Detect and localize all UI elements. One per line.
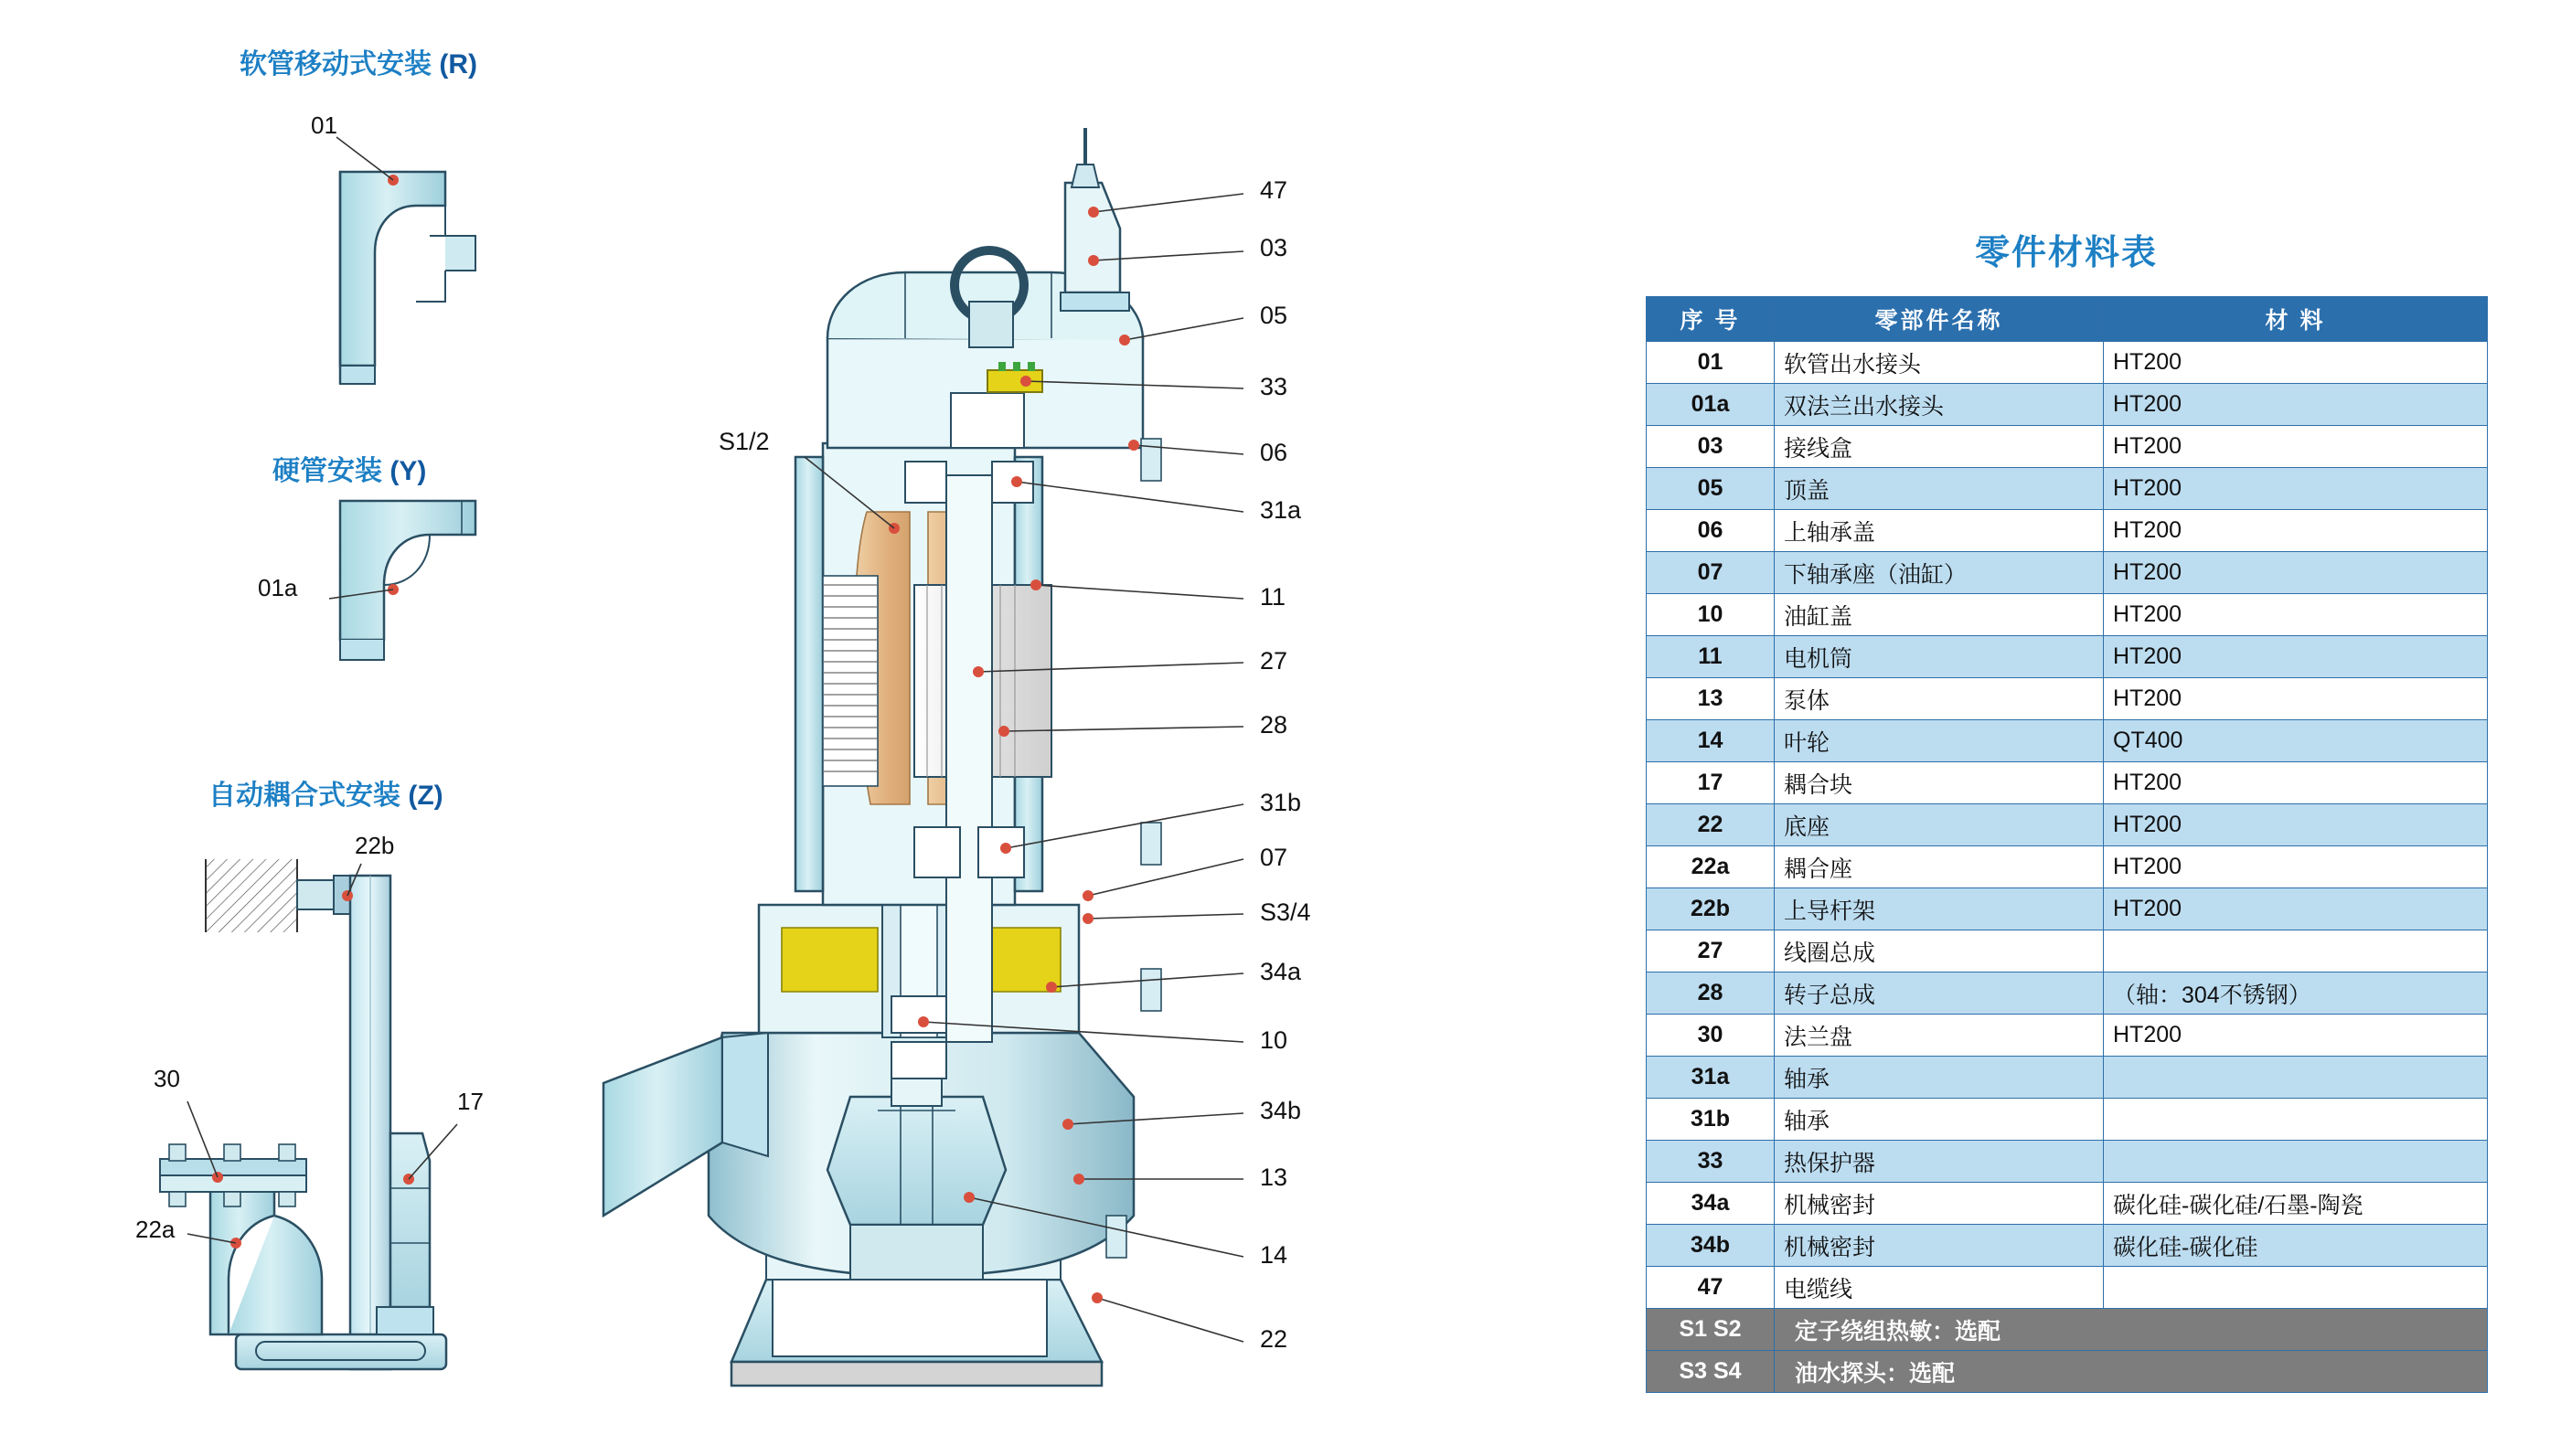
table-row	[1647, 846, 2488, 888]
cell-part-name: 软管出水接头	[1775, 342, 2104, 384]
cell-material: HT200	[2104, 510, 2488, 552]
cell-material: HT200	[2104, 1015, 2488, 1057]
table-row	[1647, 1225, 2488, 1267]
variant-title-r-suffix: (R)	[439, 49, 477, 80]
cell-part-name: 机械密封	[1775, 1225, 2104, 1267]
variant-z-drawing	[160, 859, 457, 1369]
table-row	[1647, 510, 2488, 552]
callout-30: 30	[154, 1065, 180, 1092]
cell-part-name: 线圈总成	[1775, 930, 2104, 972]
variant-title-y-text: 硬管安装	[272, 456, 382, 486]
cell-material: QT400	[2104, 720, 2488, 762]
cell-option-no: S3 S4	[1647, 1351, 1775, 1393]
cell-part-name: 耦合块	[1775, 762, 2104, 804]
cell-no: 05	[1647, 468, 1775, 510]
cell-no: 07	[1647, 552, 1775, 594]
table-row	[1647, 1183, 2488, 1225]
cell-no: 22a	[1647, 846, 1775, 888]
callout-s3-4: S3/4	[1260, 898, 1311, 926]
cell-no: 34a	[1647, 1183, 1775, 1225]
cell-option-name: 油水探头：选配	[1775, 1351, 2488, 1393]
table-row	[1647, 930, 2488, 972]
callout-22a: 22a	[135, 1216, 176, 1243]
cell-no: 30	[1647, 1015, 1775, 1057]
header-no: 序 号	[1647, 297, 1775, 342]
cell-no: 03	[1647, 426, 1775, 468]
cell-part-name: 油缸盖	[1775, 594, 2104, 636]
table-row	[1647, 552, 2488, 594]
callout-14: 14	[1260, 1241, 1288, 1269]
cell-no: 01	[1647, 342, 1775, 384]
cell-part-name: 轴承	[1775, 1057, 2104, 1099]
table-row	[1647, 594, 2488, 636]
callout-28: 28	[1260, 711, 1288, 739]
parts-table-title: 零件材料表	[1974, 234, 2158, 272]
cell-part-name: 顶盖	[1775, 468, 2104, 510]
cell-material: HT200	[2104, 342, 2488, 384]
variant-y-drawing	[329, 501, 475, 660]
cell-no: 34b	[1647, 1225, 1775, 1267]
callout-31a: 31a	[1260, 496, 1302, 524]
table-option-row	[1647, 1309, 2488, 1351]
cell-part-name: 接线盒	[1775, 426, 2104, 468]
parts-table-panel	[1646, 224, 2487, 1393]
cell-part-name: 机械密封	[1775, 1183, 2104, 1225]
table-option-row	[1647, 1351, 2488, 1393]
table-row	[1647, 1267, 2488, 1309]
callout-s1-2: S1/2	[719, 428, 770, 455]
cell-no: 10	[1647, 594, 1775, 636]
table-row	[1647, 342, 2488, 384]
cell-part-name: 耦合座	[1775, 846, 2104, 888]
table-row	[1647, 636, 2488, 678]
cell-no: 33	[1647, 1141, 1775, 1183]
cell-part-name: 法兰盘	[1775, 1015, 2104, 1057]
cell-no: 01a	[1647, 384, 1775, 426]
callout-07: 07	[1260, 844, 1288, 871]
callout-47: 47	[1260, 176, 1288, 204]
cell-material: HT200	[2104, 804, 2488, 846]
cell-part-name: 轴承	[1775, 1099, 2104, 1141]
cell-no: 27	[1647, 930, 1775, 972]
cell-material: HT200	[2104, 468, 2488, 510]
cell-material	[2104, 930, 2488, 972]
cell-no: 47	[1647, 1267, 1775, 1309]
cell-material	[2104, 1057, 2488, 1099]
callout-06: 06	[1260, 439, 1288, 466]
cell-no: 11	[1647, 636, 1775, 678]
table-row	[1647, 384, 2488, 426]
table-row	[1647, 972, 2488, 1015]
callout-11: 11	[1260, 583, 1286, 611]
cell-material: HT200	[2104, 426, 2488, 468]
cell-material: 碳化硅-碳化硅	[2104, 1225, 2488, 1267]
cell-option-no: S1 S2	[1647, 1309, 1775, 1351]
variant-title-z-text: 自动耦合式安装	[208, 781, 400, 811]
cell-material: HT200	[2104, 846, 2488, 888]
callout-34b: 34b	[1260, 1097, 1302, 1124]
table-header-row	[1647, 297, 2488, 342]
cell-material: HT200	[2104, 552, 2488, 594]
cell-option-name: 定子绕组热敏：选配	[1775, 1309, 2488, 1351]
table-row	[1647, 1141, 2488, 1183]
cell-part-name: 上轴承盖	[1775, 510, 2104, 552]
cell-material	[2104, 1141, 2488, 1183]
cell-no: 22b	[1647, 888, 1775, 930]
callout-27: 27	[1260, 647, 1288, 675]
table-row	[1647, 1057, 2488, 1099]
cell-material: HT200	[2104, 762, 2488, 804]
cell-material: HT200	[2104, 636, 2488, 678]
cell-part-name: 双法兰出水接头	[1775, 384, 2104, 426]
table-row	[1647, 888, 2488, 930]
cell-part-name: 转子总成	[1775, 972, 2104, 1015]
variant-r-drawing	[336, 137, 475, 384]
table-row	[1647, 804, 2488, 846]
cell-part-name: 泵体	[1775, 678, 2104, 720]
callout-33: 33	[1260, 373, 1288, 400]
cell-material: （轴：304不锈钢）	[2104, 972, 2488, 1015]
cell-part-name: 底座	[1775, 804, 2104, 846]
cell-no: 13	[1647, 678, 1775, 720]
cell-part-name: 热保护器	[1775, 1141, 2104, 1183]
header-name: 零部件名称	[1775, 297, 2104, 342]
callout-17: 17	[457, 1088, 484, 1115]
variant-title-r-text: 软管移动式安装	[240, 49, 432, 80]
cell-part-name: 上导杆架	[1775, 888, 2104, 930]
cell-no: 22	[1647, 804, 1775, 846]
callout-10: 10	[1260, 1026, 1288, 1054]
callout-34a: 34a	[1260, 958, 1302, 985]
cell-part-name: 叶轮	[1775, 720, 2104, 762]
cell-part-name: 下轴承座（油缸）	[1775, 552, 2104, 594]
table-row	[1647, 720, 2488, 762]
callout-05: 05	[1260, 302, 1288, 329]
cell-material: HT200	[2104, 384, 2488, 426]
main-pump-drawing	[603, 128, 1243, 1386]
cell-part-name: 电机筒	[1775, 636, 2104, 678]
cell-no: 31a	[1647, 1057, 1775, 1099]
cell-material: HT200	[2104, 888, 2488, 930]
cell-no: 14	[1647, 720, 1775, 762]
callout-03: 03	[1260, 234, 1288, 261]
table-row	[1647, 426, 2488, 468]
cell-material	[2104, 1099, 2488, 1141]
callout-13: 13	[1260, 1164, 1288, 1191]
callout-01a: 01a	[258, 574, 298, 601]
cell-material: HT200	[2104, 678, 2488, 720]
callout-31b: 31b	[1260, 789, 1302, 816]
header-material: 材 料	[2104, 297, 2488, 342]
table-row	[1647, 468, 2488, 510]
table-row	[1647, 762, 2488, 804]
callout-22: 22	[1260, 1325, 1288, 1353]
callout-01: 01	[311, 112, 337, 139]
cell-material	[2104, 1267, 2488, 1309]
table-row	[1647, 1015, 2488, 1057]
variant-title-z-suffix: (Z)	[408, 781, 443, 811]
cell-no: 17	[1647, 762, 1775, 804]
cell-no: 31b	[1647, 1099, 1775, 1141]
parts-table	[1646, 296, 2488, 1393]
callout-22b: 22b	[355, 832, 395, 859]
table-row	[1647, 1099, 2488, 1141]
variant-title-y-suffix: (Y)	[389, 456, 427, 486]
cell-material: 碳化硅-碳化硅/石墨-陶瓷	[2104, 1183, 2488, 1225]
cell-part-name: 电缆线	[1775, 1267, 2104, 1309]
cell-no: 06	[1647, 510, 1775, 552]
table-row	[1647, 678, 2488, 720]
cell-material: HT200	[2104, 594, 2488, 636]
cell-no: 28	[1647, 972, 1775, 1015]
